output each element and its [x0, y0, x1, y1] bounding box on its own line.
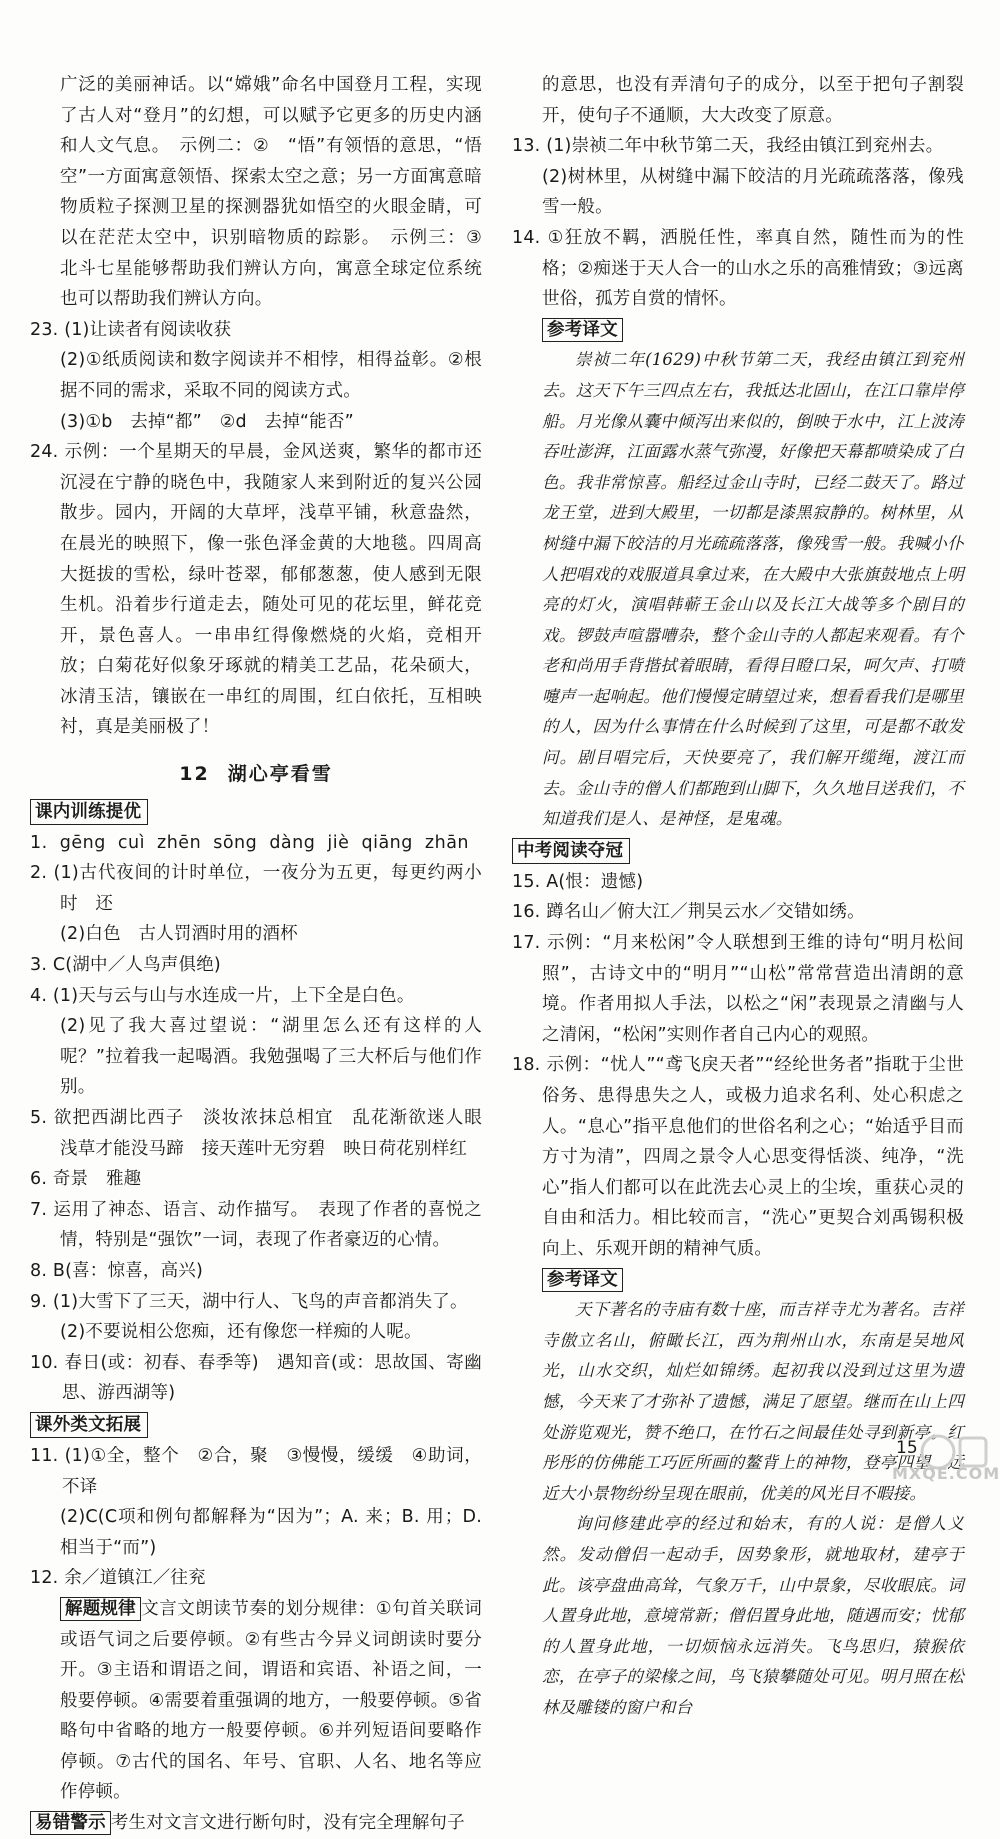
- answer-1: 1. gēng cuì zhēn sōng dàng jiè qiāng zhān: [30, 832, 470, 853]
- answer-5: 5. 欲把西湖比西子 淡妆浓抹总相宜 乱花渐欲迷人眼 浅草才能没马蹄 接天莲叶无穷碧 映日荷花别样红: [30, 1108, 500, 1159]
- answer-18: 18. 示例：“忧人”“鸢飞戾天者”“经纶世务者”指耽于尘世俗务、患得患失之人，或极力追求名利、处心积虑之人。“息心”指平息他们的世俗名利之心；“始适乎目而方寸为清”，四周之景令人心思变得恬淡、纯净，“洗心”指人们都可以在此洗去心灵上的尘埃，重获心灵的自由和活力。相比较而言，“洗心”更契合刘禹锡积极向上、乐观开朗的精神气质。: [512, 1055, 964, 1259]
- reference-translation-label-1: 参考译文: [542, 318, 623, 342]
- answer-14: 14. ①狂放不羁，洒脱任性，率真自然，随性而为的性格；②痴迷于天人合一的山水之乐的高雅情致；③远离世俗，孤芳自赏的情怀。: [512, 227, 964, 310]
- answer-9-part1: 9. (1)大雪下了三天，湖中行人、飞鸟的声音都消失了。: [30, 1291, 468, 1312]
- answer-10: 10. 春日(或：初春、春季等) 遇知音(或：思故国、寄幽思、游西湖等): [30, 1352, 482, 1404]
- reference-translation-2-para1: 天下著名的寺庙有数十座，而吉祥寺尤为著名。吉祥寺傲立名山，俯瞰长江，西为荆州山水，东南是吴地风光，山水交织，灿烂如锦绣。起初我以没到过这里为遗憾，今天来了才弥补了遗憾，满足了愿望。继而在山上四处游览观光，赞不绝口，在竹石之间最佳处寻到新亭。红彤彤的仿佛能工巧匠所画的鳌背上的神物，登亭四望，远近大小景物纷纷呈现在眼前，优美的风光目不暇接。: [542, 1300, 964, 1503]
- solving-rule-text: 文言文朗读节奏的划分规律：①句首关联词或语气词之后要停顿。②有些古今异义词朗读时要分开。③主语和谓语之间，谓语和宾语、补语之间，一般要停顿。④需要着重强调的地方，一般要停顿。⑤省略句中省略的地方一般要停顿。⑥并列短语间要略作停顿。⑦古代的国名、年号、官职、人名、地名等应作停顿。: [60, 1598, 482, 1803]
- answer-11-part2: (2)C(C项和例句都解释为“因为”；A. 来；B. 用；D. 相当于“而”): [60, 1507, 482, 1558]
- answer-17: 17. 示例：“月来松闲”令人联想到王维的诗句“明月松间照”，古诗文中的“明月”“山松”常常营造出清朗的意境。作者用拟人手法，以松之“闲”表现景之清幽与人之清闲，“松闲”实则作者自己内心的观照。: [512, 933, 964, 1045]
- solving-rule-note: [30, 1594, 482, 1808]
- answer-13-part1: 13. (1)崇祯二年中秋节第二天，我经由镇江到兖州去。: [512, 136, 944, 157]
- lesson-title: [30, 759, 482, 790]
- lesson-name: 湖心亭看雪: [227, 763, 333, 786]
- answer-4-part2: (2)见了我大喜过望说：“湖里怎么还有这样的人呢？”拉着我一起喝酒。我勉强喝了三大杯后与他们作别。: [60, 1016, 482, 1098]
- answer-3: 3. C(湖中／人鸟声俱绝): [30, 955, 221, 976]
- reference-translation-label-2: 参考译文: [542, 1268, 623, 1292]
- answer-7: 7. 运用了神态、语言、动作描写。 表现了作者的喜悦之情，特别是“强饮”一词，表现了作者豪迈的心情。: [30, 1199, 482, 1251]
- lesson-number: 12: [179, 763, 210, 786]
- answer-6: 6. 奇景 雅趣: [30, 1169, 142, 1190]
- solving-rule-label: 解题规律: [60, 1597, 141, 1621]
- answer-23-part1: 23. (1)让读者有阅读收获: [30, 319, 232, 340]
- answer-16: 16. 蹲名山／俯大江／荆吴云水／交错如绣。: [512, 902, 865, 923]
- section-header-exam-reading: 中考阅读夺冠: [512, 838, 630, 864]
- answer-13-part2: (2)树林里，从树缝中漏下皎洁的月光疏疏落落，像残雪一般。: [542, 166, 964, 218]
- left-column: [30, 70, 500, 1839]
- answer-12: 12. 余／道镇江／往兖: [30, 1568, 206, 1589]
- page-number: 15: [896, 1438, 918, 1458]
- answer-23-part2: (2)①纸质阅读和数字阅读并不相悖，相得益彰。②根据不同的需求，采取不同的阅读方式。: [60, 350, 482, 401]
- reference-translation-2-para2: 询问修建此亭的经过和始末，有的人说：是僧人义然。发动僧侣一起动手，因势象形，就地取材，建亭于此。该亭盘曲高耸，气象万千，山中景象，尽收眼底。词人置身此地，意境常新；僧侣置身此地，随遇而安；忧郁的人置身此地，一切烦恼永远消失。飞鸟思归，猿猴依恋，在亭子的梁椽之间，鸟飞猿攀随处可见。明月照在松林及雕镂的窗户和台: [542, 1514, 964, 1717]
- error-warning-label: 易错警示: [30, 1811, 111, 1835]
- answer-24: 24. 示例：一个星期天的早晨，金风送爽，繁华的都市还沉浸在宁静的晓色中，我随家人来到附近的复兴公园散步。园内，开阔的大草坪，浅草平铺，秋意盎然，在晨光的映照下，像一张色泽金黄的大地毯。四周高大挺拔的雪松，绿叶苍翠，郁郁葱葱，使人感到无限生机。沿着步行道走去，随处可见的花坛里，鲜花竞开，景色喜人。一串串红得像燃烧的火焰，竞相开放；白菊花好似象牙琢就的精美工艺品，花朵硕大，冰清玉洁，镶嵌在一串红的周围，红白依托，互相映衬，真是美丽极了！: [30, 442, 482, 738]
- answer-11-part1: 11. (1)①全，整个 ②合，聚 ③慢慢，缓缓 ④助词，不译: [30, 1445, 482, 1497]
- error-warning-note: [30, 1808, 482, 1839]
- section-header-extracurricular: 课外类文拓展: [30, 1412, 148, 1438]
- error-warning-text: 考生对文言文进行断句时，没有完全理解句子: [110, 1813, 465, 1834]
- section-header-in-class: 课内训练提优: [30, 799, 148, 825]
- watermark: MXQE.COM: [892, 1464, 1000, 1483]
- answer-22-continuation: 广泛的美丽神话。以“嫦娥”命名中国登月工程，实现了古人对“登月”的幻想，可以赋予它更多的历史内涵和人文气息。 示例二：② “悟”有领悟的意思，“悟空”一方面寓意领悟、探索太空之意；另一方面寓意暗物质粒子探测卫星的探测器犹如悟空的火眼金睛，可以在茫茫太空中，识别暗物质的踪影。 示例三：③ 北斗七星能够帮助我们辨认方向，寓意全球定位系统也可以帮助我们辨认方向。: [60, 75, 500, 310]
- answer-2-part2: (2)白色 古人罚酒时用的酒杯: [60, 924, 298, 945]
- answer-4-part1: 4. (1)天与云与山与水连成一片，上下全是白色。: [30, 985, 415, 1006]
- error-warning-continuation: 的意思，也没有弄清句子的成分，以至于把句子割裂开，使句子不通顺，大大改变了原意。: [542, 75, 964, 126]
- answer-8: 8. B(喜：惊喜，高兴): [30, 1260, 204, 1281]
- answer-23-part3: (3)①b 去掉“都” ②d 去掉“能否”: [60, 411, 354, 432]
- answer-2-part1: 2. (1)古代夜间的计时单位，一夜分为五更，每更约两小时 还: [30, 863, 482, 914]
- answer-15: 15. A(恨：遗憾): [512, 871, 644, 892]
- answer-9-part2: (2)不要说相公您痴，还有像您一样痴的人呢。: [60, 1322, 422, 1343]
- reference-translation-1: 崇祯二年(1629)中秋节第二天，我经由镇江到兖州去。这天下午三四点左右，我抵达北固山，在江口靠岸停船。月光像从囊中倾泻出来似的，倒映于水中，江上波涛吞吐澎湃，江面露水蒸气弥漫，好像把天幕都喷染成了白色。我非常惊喜。船经过金山寺时，已经二鼓天了。路过龙王堂，进到大殿里，一切都是漆黑寂静的。树林里，从树缝中漏下皎洁的月光疏疏落落，像残雪一般。我喊小仆人把唱戏的戏服道具拿过来，在大殿中大张旗鼓地点上明亮的灯火，演唱韩蕲王金山以及长江大战等多个剧目的戏。锣鼓声喧嚣嘈杂，整个金山寺的人都起来观看。有个老和尚用手背揩拭着眼睛，看得目瞪口呆，呵欠声、打喷嚏声一起响起。他们慢慢定睛望过来，想看看我们是哪里的人，因为什么事情在什么时候到了这里，可是都不敢发问。剧目唱完后，天快要亮了，我们解开缆绳，渡江而去。金山寺的僧人们都跑到山脚下，久久地目送我们，不知道我们是人、是神怪，是鬼魂。: [542, 350, 964, 829]
